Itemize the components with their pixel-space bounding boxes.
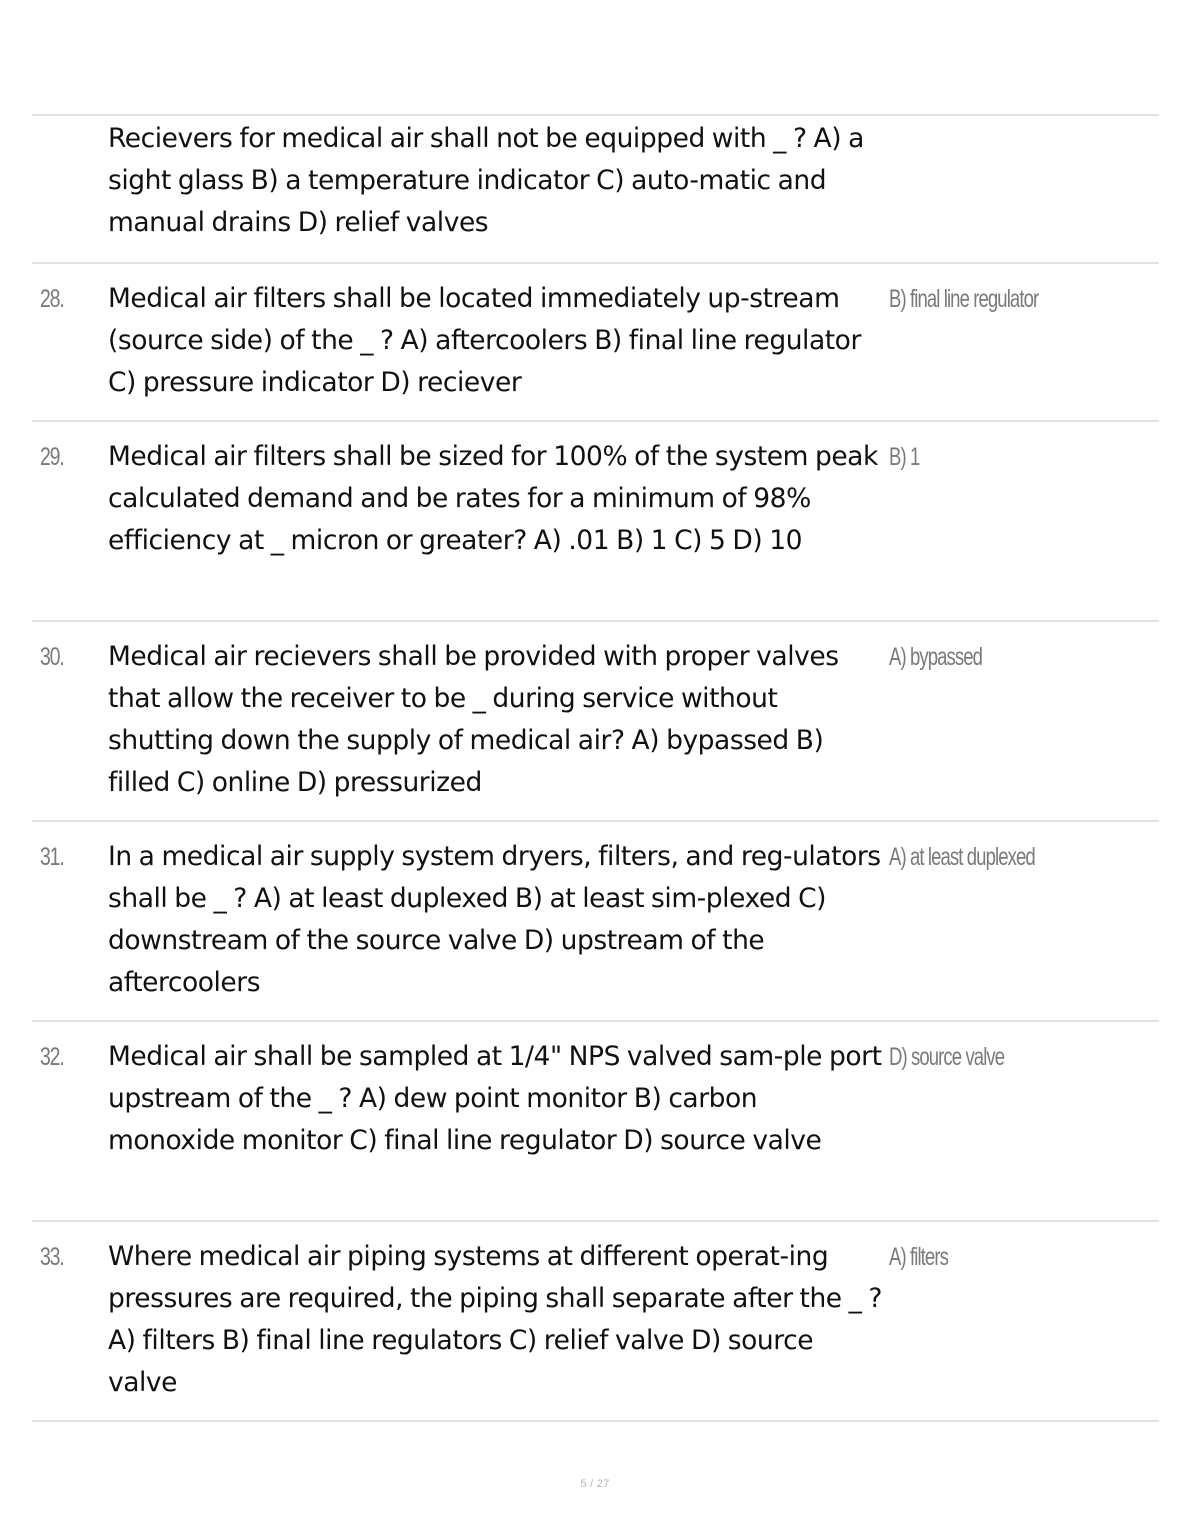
question-number: 32. xyxy=(40,1043,64,1071)
question-number: 28. xyxy=(40,285,64,313)
question-row xyxy=(32,822,1159,1022)
question-row xyxy=(32,422,1159,622)
question-text: Medical air recievers shall be provided with proper valves that allow the receiver to be _ during service without shutting down the supply of medical air? A) bypassed B) filled C) online D) pressurized xyxy=(108,641,839,798)
answer-text: A) filters xyxy=(889,1243,948,1271)
question-row xyxy=(32,1022,1159,1222)
answer-text: A) at least duplexed xyxy=(889,843,1035,871)
question-list xyxy=(32,114,1159,1422)
question-number: 29. xyxy=(40,443,64,471)
answer-text: B) final line regulator xyxy=(889,285,1039,313)
question-row xyxy=(32,1222,1159,1422)
question-row xyxy=(32,116,1159,264)
question-row xyxy=(32,264,1159,422)
question-number: 31. xyxy=(40,843,64,871)
question-text: Medical air filters shall be located immediately up-stream (source side) of the _ ? A) aftercoolers B) final line regulator C) pressure indicator D) reciever xyxy=(108,283,861,398)
question-text: In a medical air supply system dryers, filters, and reg-ulators shall be _ ? A) at least duplexed B) at least sim-plexed C) downstream of the source valve D) upstream of the aftercoolers xyxy=(108,841,881,998)
answer-text: A) bypassed xyxy=(889,643,983,671)
question-text: Medical air filters shall be sized for 100% of the system peak calculated demand and be rates for a minimum of 98% efficiency at _ micron or greater? A) .01 B) 1 C) 5 D) 10 xyxy=(108,441,878,556)
question-text: Medical air shall be sampled at 1/4" NPS valved sam-ple port upstream of the _ ? A) dew point monitor B) carbon monoxide monitor C) final line regulator D) source valve xyxy=(108,1041,882,1156)
question-text: Recievers for medical air shall not be equipped with _ ? A) a sight glass B) a temperature indicator C) auto-matic and manual drains D) relief valves xyxy=(108,123,864,238)
answer-text: B) 1 xyxy=(889,443,920,471)
question-number: 30. xyxy=(40,643,64,671)
page-number: 5 / 27 xyxy=(580,1478,610,1490)
question-number: 33. xyxy=(40,1243,64,1271)
question-row xyxy=(32,622,1159,822)
answer-text: D) source valve xyxy=(889,1043,1005,1071)
question-text: Where medical air piping systems at different operat-ing pressures are required, the piping shall separate after the _ ? A) filters B) final line regulators C) relief valve D) source valve xyxy=(108,1241,883,1398)
